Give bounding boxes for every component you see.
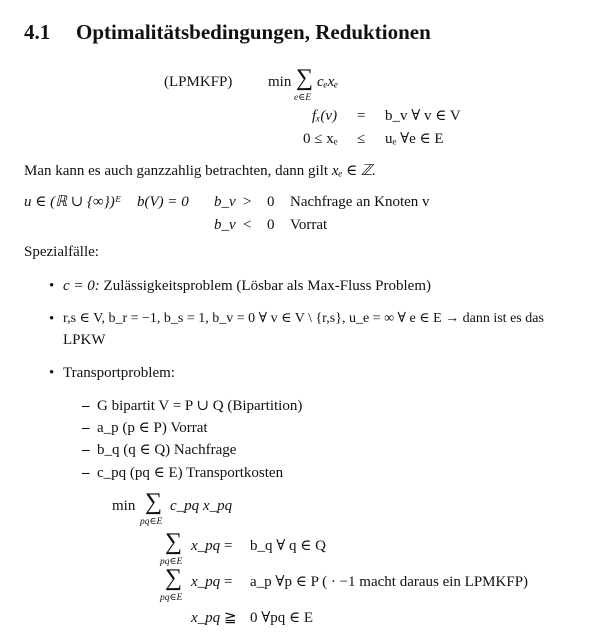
c3-rel: ≧ bbox=[224, 610, 237, 626]
transport-objective: c_pq x_pq bbox=[170, 498, 233, 514]
b-sum-zero: b(V) = 0 bbox=[137, 194, 189, 210]
c1-rel: = bbox=[224, 538, 233, 554]
bv-row1-var: b_v bbox=[214, 194, 236, 210]
bullet-dot: • bbox=[49, 311, 55, 327]
bv-row2-rel: < bbox=[243, 217, 252, 233]
sum-symbol: ∑ bbox=[165, 565, 183, 591]
c2-rel: = bbox=[224, 574, 233, 590]
bv-row1-rel: > bbox=[243, 194, 252, 210]
c2-subscript: pq∈E bbox=[160, 593, 183, 603]
c3-term: x_pq bbox=[191, 610, 221, 626]
sum-subscript: e∈E bbox=[294, 93, 312, 103]
bullet-2-line-2: LPKW bbox=[63, 332, 106, 348]
dash-marker: – bbox=[82, 465, 90, 481]
bullet-1-math: c = 0: bbox=[63, 278, 100, 294]
c3-right: 0 ∀pq ∈ E bbox=[250, 610, 314, 626]
constraint-1-left: fₓ(v) bbox=[312, 108, 338, 124]
bv-row2-zero: 0 bbox=[267, 217, 275, 233]
bullet-1 bbox=[63, 279, 431, 294]
integer-note-text: Man kann es auch ganzzahlig betrachten, dann gilt bbox=[24, 163, 329, 179]
sum-symbol: ∑ bbox=[165, 529, 183, 555]
dash-marker: – bbox=[82, 442, 90, 458]
bv-row2-var: b_v bbox=[214, 217, 236, 233]
c1-subscript: pq∈E bbox=[160, 557, 183, 567]
transport-min: min bbox=[112, 498, 136, 514]
objective-subscript: pq∈E bbox=[140, 517, 163, 527]
dash-marker: – bbox=[82, 420, 90, 436]
bullet-3-text: Transportproblem: bbox=[63, 365, 175, 381]
bv-row2-text: Vorrat bbox=[290, 217, 328, 233]
constraint-2-right: uₑ ∀e ∈ E bbox=[385, 131, 444, 147]
special-cases-label: Spezialfälle: bbox=[24, 244, 99, 260]
constraint-1-rel: = bbox=[357, 108, 366, 124]
min-operator: min bbox=[268, 74, 292, 90]
transport-item-2: a_p (p ∈ P) Vorrat bbox=[97, 420, 208, 436]
bullet-dot: • bbox=[49, 365, 55, 381]
sum-symbol: ∑ bbox=[145, 489, 163, 515]
bv-row1-text: Nachfrage an Knoten v bbox=[290, 194, 430, 210]
constraint-2-rel: ≤ bbox=[357, 131, 366, 147]
bullet-1-text: Zulässigkeitsproblem (Lösbar als Max-Fluss Problem) bbox=[103, 278, 431, 294]
transport-item-1: G bipartit V = P ∪ Q (Bipartition) bbox=[97, 398, 303, 414]
bullet-dot: • bbox=[49, 278, 55, 294]
bv-row1-zero: 0 bbox=[267, 194, 275, 210]
transport-item-4: c_pq (pq ∈ E) Transportkosten bbox=[97, 465, 284, 481]
lpmkfp-label: (LPMKFP) bbox=[164, 74, 233, 90]
section-title: Optimalitätsbedingungen, Reduktionen bbox=[76, 20, 431, 44]
constraint-2-left: 0 ≤ xₑ bbox=[303, 131, 338, 147]
bullet-2-line-1: r,s ∈ V, b_r = −1, b_s = 1, b_v = 0 ∀ v ∈ V \ {r,s}, u_e = ∞ ∀ e ∈ E → dann ist es das bbox=[63, 311, 544, 326]
c2-right: a_p ∀p ∈ P ( · −1 macht daraus ein LPMKFP) bbox=[250, 574, 529, 590]
c2-term: x_pq bbox=[191, 574, 221, 590]
objective: cₑxₑ bbox=[317, 74, 339, 90]
section-number: 4.1 bbox=[24, 20, 51, 44]
u-definition: u ∈ (ℝ ∪ {∞})ᴱ bbox=[24, 194, 121, 210]
dash-marker: – bbox=[82, 398, 90, 414]
integer-note-math: xₑ ∈ ℤ. bbox=[331, 163, 376, 179]
integer-note bbox=[24, 164, 376, 179]
constraint-1-right: b_v ∀ v ∈ V bbox=[385, 108, 461, 124]
transport-item-3: b_q (q ∈ Q) Nachfrage bbox=[97, 442, 237, 458]
c1-right: b_q ∀ q ∈ Q bbox=[250, 538, 326, 554]
sum-symbol: ∑ bbox=[296, 65, 314, 91]
c1-term: x_pq bbox=[191, 538, 221, 554]
